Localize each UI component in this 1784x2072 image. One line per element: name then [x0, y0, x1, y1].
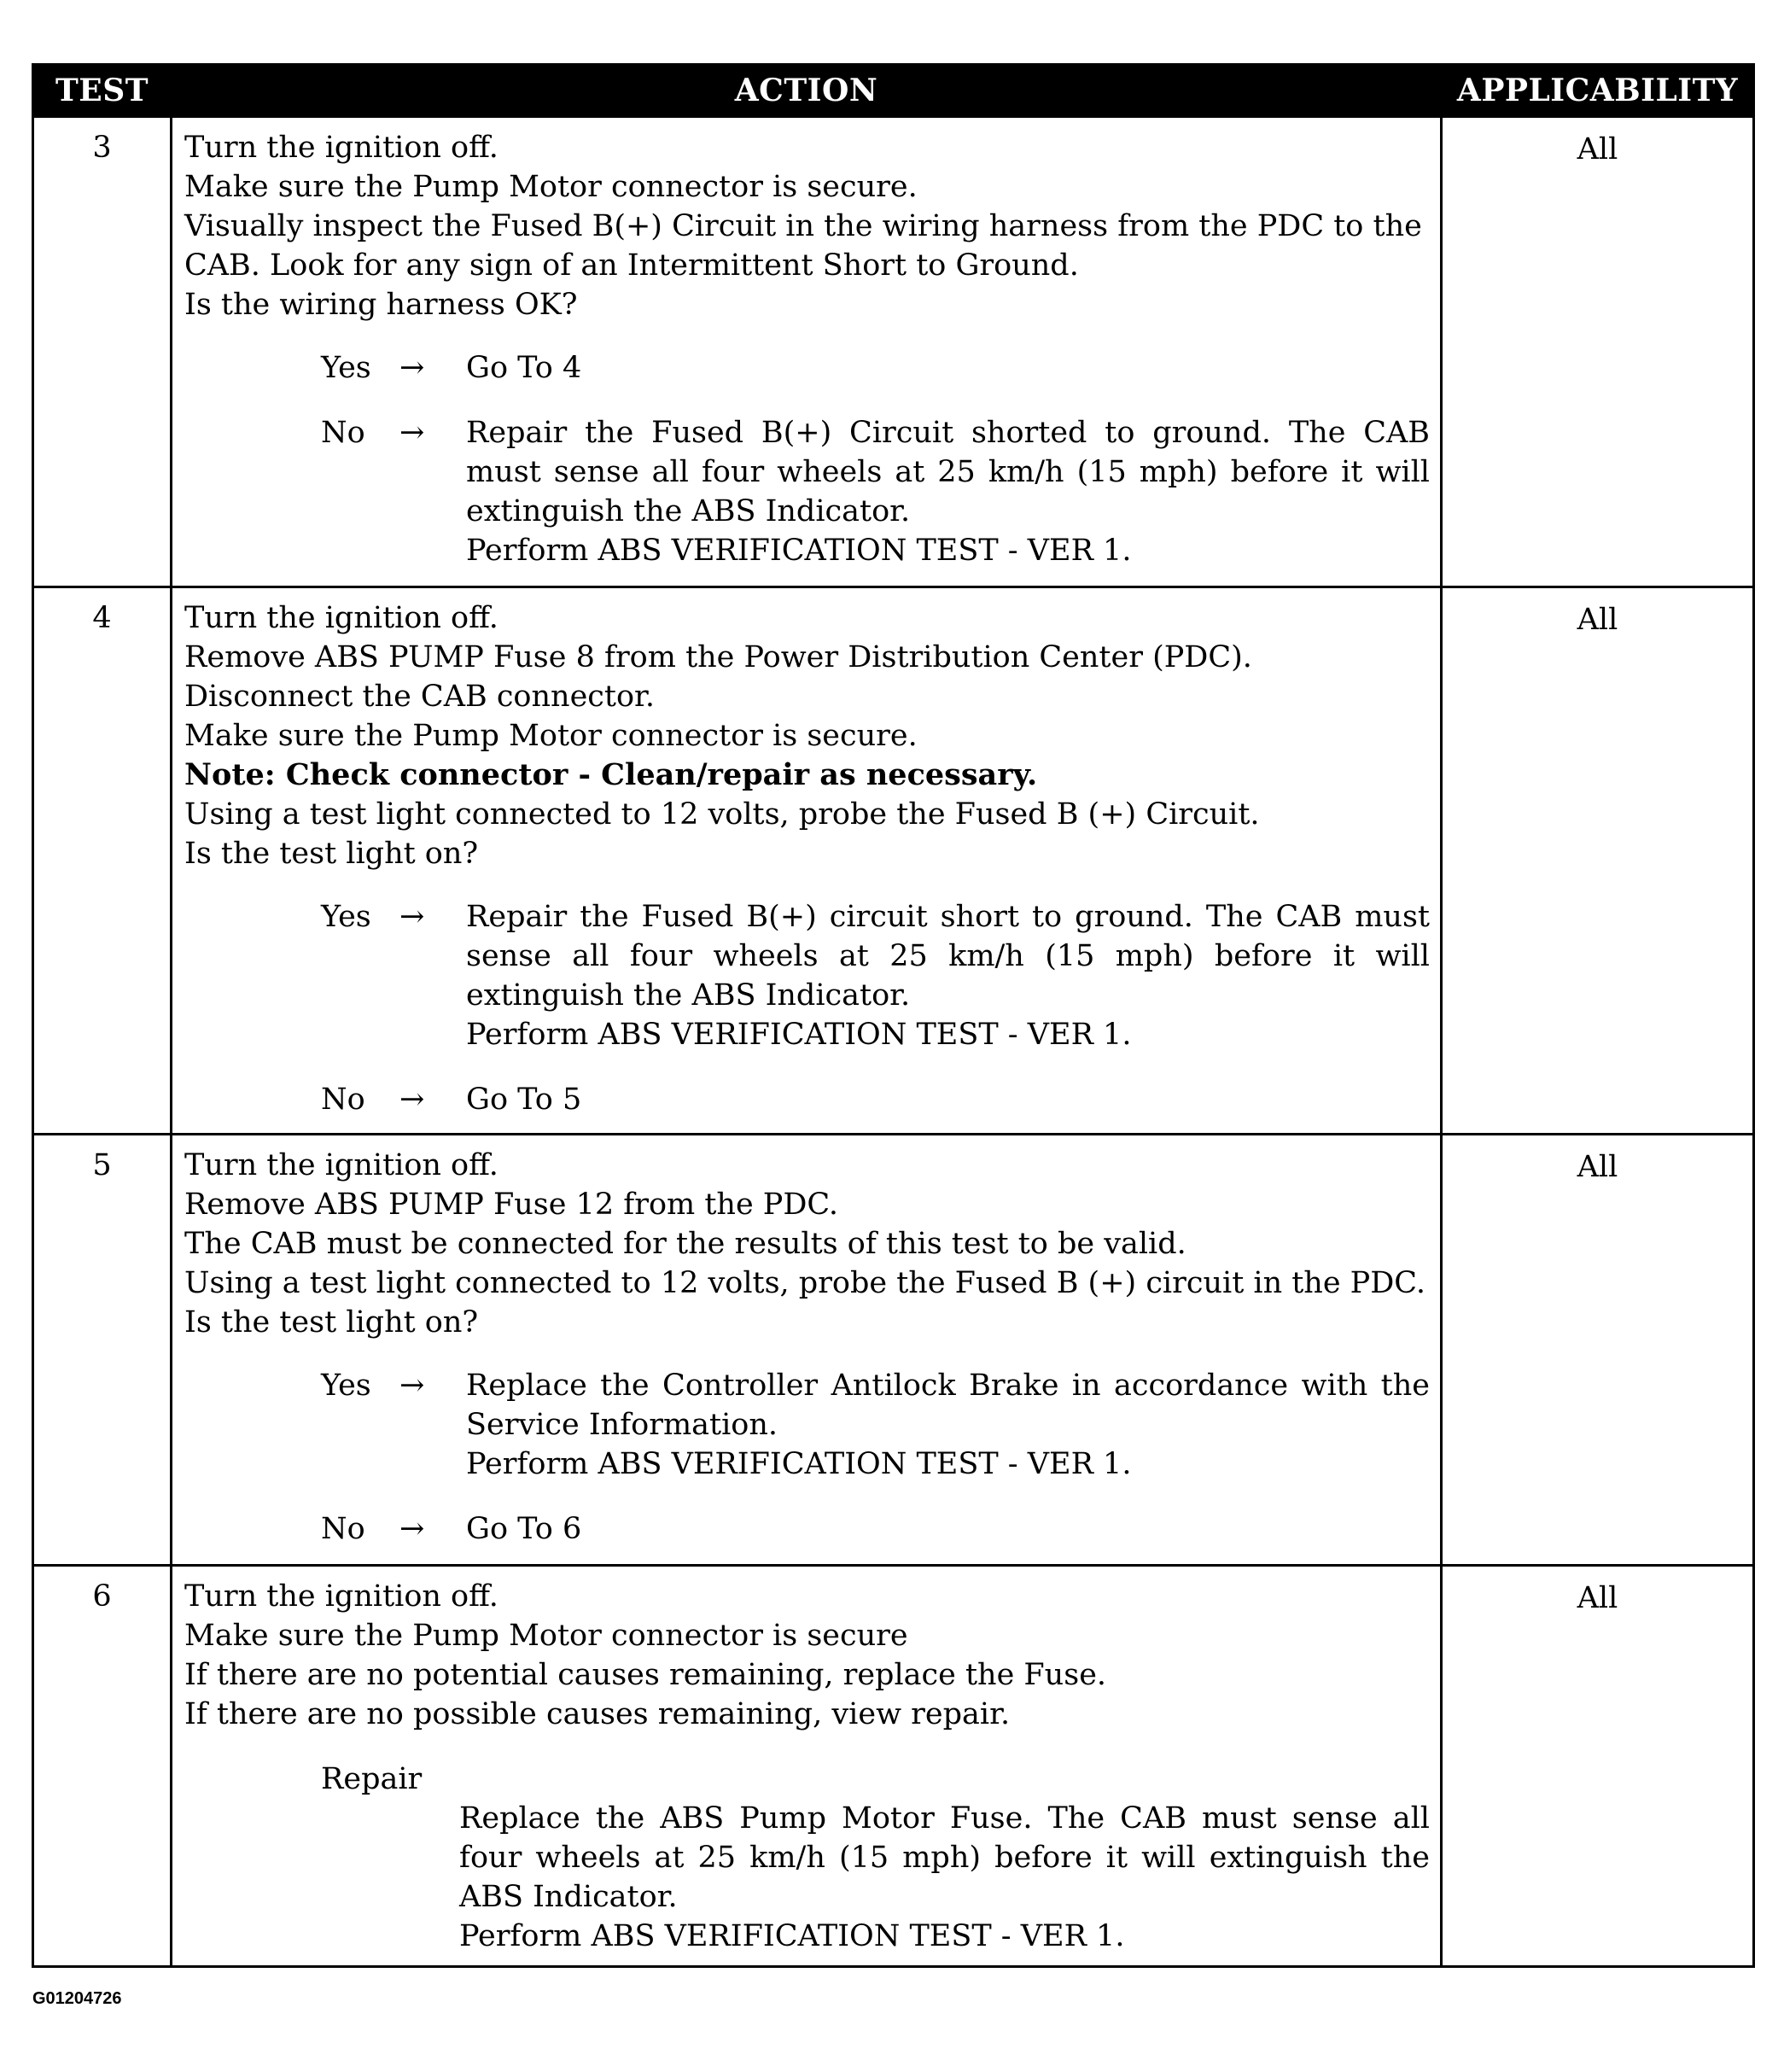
no-branch — [321, 413, 1430, 570]
no-label: No — [321, 1083, 365, 1117]
applicability-value: All — [1442, 1566, 1754, 1967]
no-branch — [321, 1080, 1430, 1119]
test-number: 4 — [33, 587, 172, 1135]
note-text: Note: Check connector - Clean/repair as necessary. — [184, 757, 1038, 792]
applicability-value: All — [1442, 587, 1754, 1135]
action-line: If there are no potential causes remaining, replace the Fuse. — [184, 1658, 1107, 1692]
yes-result — [466, 897, 1430, 1054]
arrow-right-icon: → — [399, 1512, 425, 1546]
result-text: Repair the Fused B(+) circuit short to ground. The CAB must sense all four wheels at 25 km/h (15 mph) before it will extinguish the ABS Indicator. — [466, 900, 1430, 1013]
yes-result: Go To 4 — [466, 351, 582, 385]
test-number: 5 — [33, 1135, 172, 1566]
yes-label: Yes — [321, 351, 371, 385]
no-label: No — [321, 416, 365, 450]
action-cell — [172, 1566, 1442, 1967]
yes-branch — [321, 897, 1430, 1054]
verification-text: Perform ABS VERIFICATION TEST - VER 1. — [459, 1919, 1125, 1953]
action-line: Disconnect the CAB connector. — [184, 680, 656, 714]
table-header-row — [33, 65, 1754, 117]
action-line: Turn the ignition off. — [184, 131, 498, 165]
header-applicability: APPLICABILITY — [1442, 65, 1754, 117]
header-test: TEST — [33, 65, 172, 117]
no-result: Go To 5 — [466, 1083, 582, 1117]
arrow-right-icon: → — [399, 416, 425, 450]
action-line: Make sure the Pump Motor connector is secure. — [184, 170, 918, 204]
action-line: Turn the ignition off. — [184, 1579, 498, 1614]
arrow-right-icon: → — [399, 1083, 425, 1117]
repair-instructions — [459, 1799, 1430, 1956]
action-cell — [172, 117, 1442, 587]
action-cell — [172, 587, 1442, 1135]
verification-text: Perform ABS VERIFICATION TEST - VER 1. — [466, 534, 1132, 568]
result-text: Repair the Fused B(+) Circuit shorted to ground. The CAB must sense all four wheels at 25 km/h (15 mph) before it will extinguish the ABS Indicator. — [466, 416, 1430, 528]
applicability-value: All — [1442, 1135, 1754, 1566]
applicability-value: All — [1442, 117, 1754, 587]
yes-result — [466, 1366, 1430, 1484]
no-branch — [321, 1509, 1430, 1549]
arrow-right-icon: → — [399, 1369, 425, 1403]
action-line: Is the test light on? — [184, 837, 479, 871]
verification-text: Perform ABS VERIFICATION TEST - VER 1. — [466, 1447, 1132, 1481]
diagnostic-test-table — [32, 63, 1755, 1968]
action-line: Is the wiring harness OK? — [184, 288, 578, 322]
result-text: Replace the Controller Antilock Brake in accordance with the Service Information. — [466, 1369, 1430, 1442]
verification-text: Perform ABS VERIFICATION TEST - VER 1. — [466, 1018, 1132, 1052]
yes-label: Yes — [321, 900, 371, 934]
table-row-test-5 — [33, 1135, 1754, 1566]
action-line: Turn the ignition off. — [184, 1148, 498, 1182]
action-line: Using a test light connected to 12 volts, probe the Fused B (+) Circuit. — [184, 797, 1260, 832]
no-result: Go To 6 — [466, 1512, 582, 1546]
table-row-test-3 — [33, 117, 1754, 587]
action-line: Make sure the Pump Motor connector is secure. — [184, 719, 918, 753]
test-number: 6 — [33, 1566, 172, 1967]
yes-branch — [321, 348, 1430, 388]
repair-text: Replace the ABS Pump Motor Fuse. The CAB must sense all four wheels at 25 km/h (15 mph) before it will extinguish the ABS Indicator. — [459, 1801, 1430, 1914]
action-line: Remove ABS PUMP Fuse 12 from the PDC. — [184, 1188, 839, 1222]
figure-id: G01204726 — [32, 1989, 122, 2008]
action-line: Make sure the Pump Motor connector is secure — [184, 1619, 908, 1653]
no-result — [466, 413, 1430, 570]
action-line: Turn the ignition off. — [184, 601, 498, 635]
header-action: ACTION — [172, 65, 1442, 117]
action-line: If there are no possible causes remaining, view repair. — [184, 1697, 1011, 1731]
yes-branch — [321, 1366, 1430, 1484]
arrow-right-icon: → — [399, 900, 425, 934]
table-row-test-4 — [33, 587, 1754, 1135]
action-line: Remove ABS PUMP Fuse 8 from the Power Distribution Center (PDC). — [184, 640, 1252, 674]
action-cell — [172, 1135, 1442, 1566]
yes-label: Yes — [321, 1369, 371, 1403]
action-line: The CAB must be connected for the results of this test to be valid. — [184, 1227, 1186, 1261]
arrow-right-icon: → — [399, 351, 425, 385]
no-label: No — [321, 1512, 365, 1546]
action-line: Visually inspect the Fused B(+) Circuit in the wiring harness from the PDC to the CAB. Look for any sign of an Intermittent Short to Ground. — [184, 209, 1422, 283]
action-line: Using a test light connected to 12 volts, probe the Fused B (+) circuit in the PDC. — [184, 1266, 1425, 1300]
action-line: Is the test light on? — [184, 1305, 479, 1340]
repair-label: Repair — [321, 1762, 423, 1796]
table-row-test-6 — [33, 1566, 1754, 1967]
test-number: 3 — [33, 117, 172, 587]
